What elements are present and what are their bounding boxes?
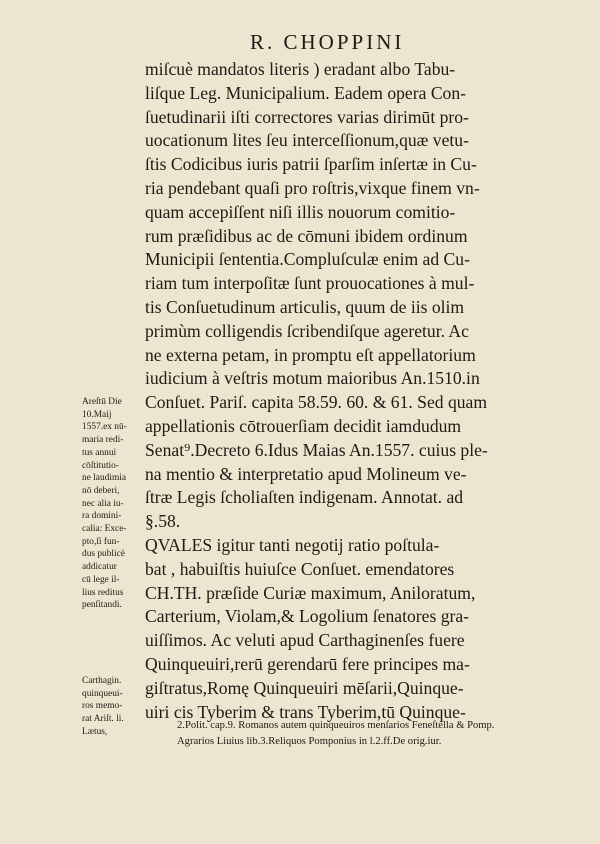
margin-note-line: Carthagin. xyxy=(82,676,122,686)
margin-note-carthagin xyxy=(82,675,146,739)
text-line: CH.TH. præſide Curiæ maximum, Aniloratum, xyxy=(145,582,476,603)
margin-note-line: lius reditus xyxy=(82,587,124,598)
margin-note-line: Areſtū Die xyxy=(82,397,122,407)
margin-note-line: maria redi- xyxy=(82,435,124,446)
text-line: ne externa petam, in promptu eſt appellatorium xyxy=(145,344,476,365)
footnote-line: Agrarios Liuius lib.3.Reliquos Pomponius in l.2.ff.De orig.iur. xyxy=(177,736,442,747)
text-line: bat , habuiſtis huiuſce Conſuet. emendatores xyxy=(145,558,455,579)
main-text xyxy=(145,58,545,724)
margin-note-arrest xyxy=(82,396,146,612)
text-line: tis Conſuetudinum articulis, quum de iis olim xyxy=(145,296,465,317)
text-line: Quinqueuiri,rerū gerendarū fere principes ma- xyxy=(145,653,470,674)
footnote xyxy=(177,718,547,750)
text-line: uiſſimos. Ac veluti apud Carthaginenſes fuere xyxy=(145,630,465,651)
text-line: ſuetudinarii iſti correctores varias dirimūt pro- xyxy=(145,106,469,127)
margin-note-line: nec alia iu- xyxy=(82,498,124,509)
text-line: §.58. xyxy=(145,511,181,532)
margin-note-line: calia: Exce- xyxy=(82,524,127,535)
text-line: ſtræ Legis ſcholiaſten indigenam. Annotat. ad xyxy=(145,487,464,508)
text-line: Senat⁹.Decreto 6.Idus Maias An.1557. cuius ple- xyxy=(145,439,488,460)
text-line: iudicium à veſtris motum maioribus An.1510.in xyxy=(145,368,480,389)
margin-note-line: tus annui xyxy=(82,447,117,458)
text-line: miſcuè mandatos literis ) eradant albo Tabu- xyxy=(145,59,456,79)
text-line: quam accepiſſent niſi illis nouorum comitio- xyxy=(145,201,456,222)
margin-note-line: Lætus, xyxy=(82,726,108,737)
text-line: QVALES igitur tanti negotij ratio poſtula- xyxy=(145,534,440,555)
running-header: R. CHOPPINI xyxy=(250,30,405,54)
margin-note-line: rat Ariſt. li. xyxy=(82,714,124,725)
text-line: Municipii ſententia.Compluſculæ enim ad Cu- xyxy=(145,249,470,270)
margin-note-line: ra domini- xyxy=(82,511,122,522)
text-line: rum præſidibus ac de cōmuni ibidem ordinum xyxy=(145,225,468,246)
margin-note-line: 1557.ex nū- xyxy=(82,422,127,433)
text-line: liſque Leg. Municipalium. Eadem opera Con- xyxy=(145,82,467,103)
text-line: ria pendebant quaſi pro roſtris,vixque finem vn- xyxy=(145,177,480,198)
margin-note-line: 10.Maij xyxy=(82,409,112,420)
text-line: primùm colligendis ſcribendiſque ageretur. Ac xyxy=(145,320,469,341)
margin-note-line: pto,ſi fun- xyxy=(82,536,120,547)
text-line: Carterium, Violam,& Logolium ſenatores gra- xyxy=(145,606,470,627)
margin-note-line: ne laudimia xyxy=(82,473,126,484)
margin-note-line: ros memo- xyxy=(82,701,123,712)
margin-note-line: nō deberi, xyxy=(82,485,120,496)
margin-note-line: addicatur xyxy=(82,562,117,573)
text-line: na mentio & interpretatio apud Molineum ve- xyxy=(145,463,467,484)
text-line: appellationis cōtrouerſiam decidit iamdudum xyxy=(145,415,462,436)
text-line: uiri cis Tyberim & trans Tyberim,tū Quinque- xyxy=(145,701,466,722)
margin-note-line: quinqueui- xyxy=(82,688,123,699)
text-line: giſtratus,Romę Quinqueuiri mēſarii,Quinque- xyxy=(145,677,464,698)
footnote-line: 2.Polit. cap.9. Romanos autem quinqueuiros menſarios Feneſtella & Pomp. xyxy=(177,720,495,731)
margin-note-line: penſitandi. xyxy=(82,600,122,611)
margin-note-line: cū lege il- xyxy=(82,574,120,585)
text-line: uocationum lites ſeu interceſſionum,quæ vetu- xyxy=(145,130,469,151)
text-line: Conſuet. Pariſ. capita 58.59. 60. & 61. Sed quam xyxy=(145,392,488,413)
margin-note-line: dus publicè xyxy=(82,549,125,560)
text-line: ſtis Codicibus iuris patrii ſparſim inſertæ in Cu- xyxy=(145,154,477,175)
margin-note-line: cōſtitutio- xyxy=(82,460,119,471)
text-line: riam tum interpoſitæ ſunt prouocationes à mul- xyxy=(145,273,475,294)
